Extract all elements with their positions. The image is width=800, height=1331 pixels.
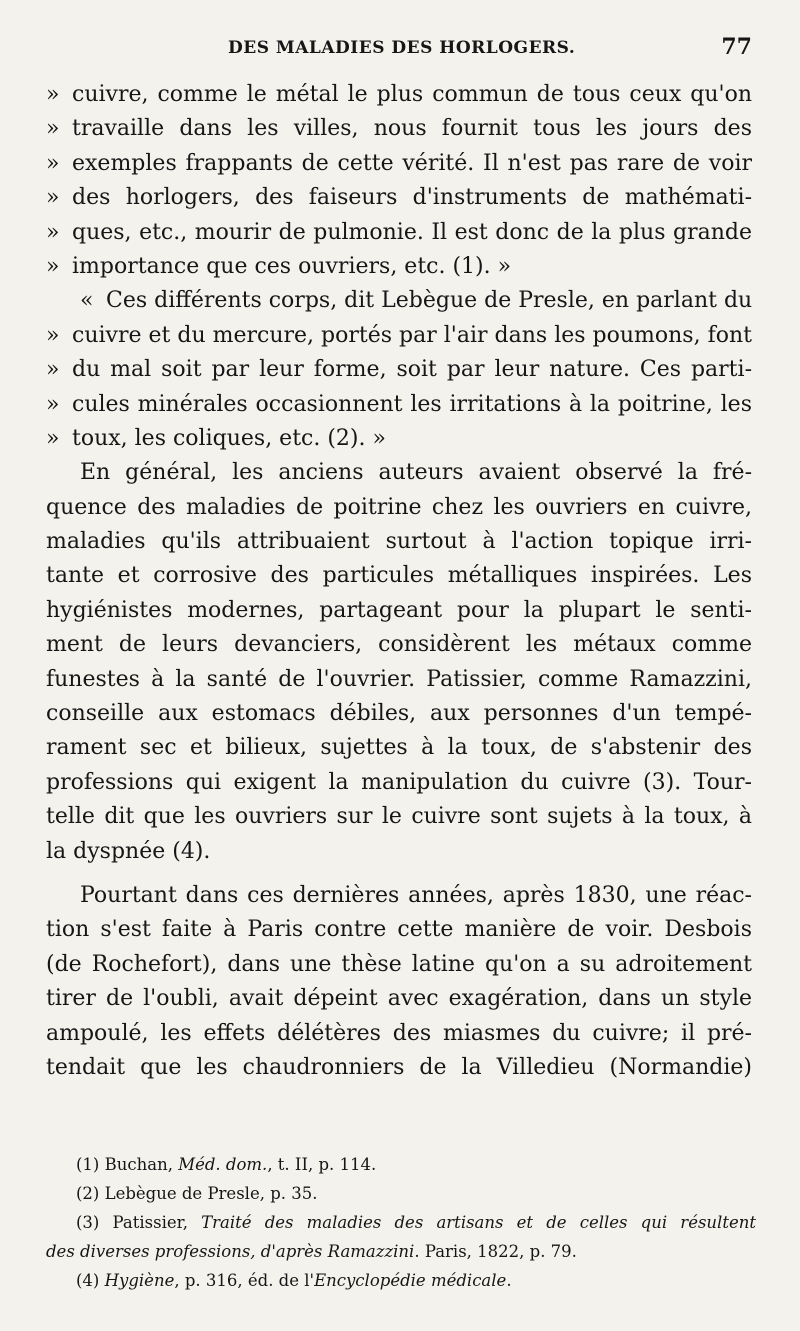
line-text: toux, les coliques, etc. (2). » (72, 425, 386, 451)
quotation-mark: » (46, 150, 60, 176)
line-text: maladies qu'ils attribuaient surtout à l'action topique irri- (46, 529, 752, 555)
quotation-mark: » (46, 425, 60, 451)
text-line (46, 697, 752, 731)
line-text: ampoulé, les effets délétères des miasmes du cuivre; il pré- (46, 1020, 752, 1046)
line-text: quence des maladies de poitrine chez les ouvriers en cuivre, (46, 494, 752, 520)
text-line (46, 1017, 752, 1051)
line-text: exemples frappants de cette vérité. Il n'est pas rare de voir (72, 150, 752, 176)
line-text: Ces différents corps, dit Lebègue de Presle, en parlant du (106, 288, 752, 314)
quotation-mark: » (46, 185, 60, 211)
line-text: la dyspnée (4). (46, 838, 211, 864)
text-line (46, 948, 752, 982)
text-line (46, 525, 752, 559)
quotation-mark: » (46, 82, 60, 107)
text-line (46, 1051, 752, 1085)
text-line (46, 835, 752, 869)
text-line (46, 319, 752, 353)
text-line (46, 422, 752, 456)
text-line (46, 731, 752, 765)
line-text: funestes à la santé de l'ouvrier. Patissier, comme Ramazzini, (46, 666, 752, 692)
line-text: cuivre et du mercure, portés par l'air dans les poumons, font (72, 322, 752, 348)
line-text: rament sec et bilieux, sujettes à la toux, de s'abstenir des (46, 735, 752, 761)
text-line (46, 982, 752, 1016)
line-text: tion s'est faite à Paris contre cette manière de voir. Desbois (46, 917, 752, 943)
text-line (46, 456, 752, 490)
footnote-3-continued: des diverses professions, d'après Ramazzini. Paris, 1822, p. 79. (46, 1242, 577, 1261)
text-line (46, 181, 752, 215)
footnote-1: (1) Buchan, Méd. dom., t. II, p. 114. (76, 1155, 377, 1174)
text-line (46, 284, 752, 318)
quotation-mark: » (46, 116, 60, 142)
text-line (46, 628, 752, 662)
text-line (46, 766, 752, 800)
line-text: Pourtant dans ces dernières années, après 1830, une réac- (80, 882, 752, 908)
text-line (46, 78, 752, 112)
line-text: ment de leurs devanciers, considèrent les métaux comme (46, 632, 752, 658)
page-header (46, 34, 752, 62)
text-line (46, 879, 752, 913)
line-text: telle dit que les ouvriers sur le cuivre sont sujets à la toux, à (46, 804, 752, 830)
line-text: importance que ces ouvriers, etc. (1). » (72, 253, 512, 279)
line-text: travaille dans les villes, nous fournit tous les jours des (72, 116, 752, 142)
quotation-mark: » (46, 357, 60, 383)
line-text: tirer de l'oubli, avait dépeint avec exagération, dans un style (46, 986, 752, 1012)
text-line (46, 216, 752, 250)
text-line (46, 491, 752, 525)
footnotes (46, 1150, 756, 1295)
footnote-4: (4) Hygiène, p. 316, éd. de l'Encyclopédie médicale. (76, 1271, 512, 1290)
text-line (46, 388, 752, 422)
quotation-mark: » (46, 219, 60, 245)
line-text: des horlogers, des faiseurs d'instruments de mathémati- (72, 185, 752, 211)
page-number: 77 (721, 34, 752, 60)
line-text: hygiénistes modernes, partageant pour la plupart le senti- (46, 597, 752, 623)
text-line (46, 250, 752, 284)
text-line (46, 112, 752, 146)
text-line (46, 663, 752, 697)
running-title: DES MALADIES DES HORLOGERS. (228, 38, 576, 58)
line-text: En général, les anciens auteurs avaient observé la fré- (80, 460, 752, 486)
line-text: tendait que les chaudronniers de la Villedieu (Normandie) (46, 1054, 752, 1080)
line-text: cuivre, comme le métal le plus commun de tous ceux qu'on (72, 82, 752, 107)
quotation-mark: » (46, 391, 60, 417)
line-text: ques, etc., mourir de pulmonie. Il est donc de la plus grande (72, 219, 752, 245)
quotation-mark: « (80, 288, 94, 314)
footnote-3: (3) Patissier, Traité des maladies des artisans et de celles qui résultent (76, 1213, 756, 1232)
paragraph-gap (46, 869, 752, 879)
line-text: professions qui exigent la manipulation du cuivre (3). Tour- (46, 769, 752, 795)
text-line (46, 800, 752, 834)
line-text: conseille aux estomacs débiles, aux personnes d'un tempé- (46, 701, 752, 727)
quotation-mark: » (46, 253, 60, 279)
text-line (46, 353, 752, 387)
line-text: tante et corrosive des particules métalliques inspirées. Les (46, 563, 752, 589)
text-line (46, 559, 752, 593)
line-text: (de Rochefort), dans une thèse latine qu'on a su adroitement (46, 951, 752, 977)
line-text: cules minérales occasionnent les irritations à la poitrine, les (72, 391, 752, 417)
line-text: du mal soit par leur forme, soit par leur nature. Ces parti- (72, 357, 752, 383)
text-line (46, 913, 752, 947)
footnote-2: (2) Lebègue de Presle, p. 35. (76, 1184, 318, 1203)
body-text (46, 78, 752, 1085)
quotation-mark: » (46, 322, 60, 348)
text-line (46, 594, 752, 628)
text-line (46, 147, 752, 181)
